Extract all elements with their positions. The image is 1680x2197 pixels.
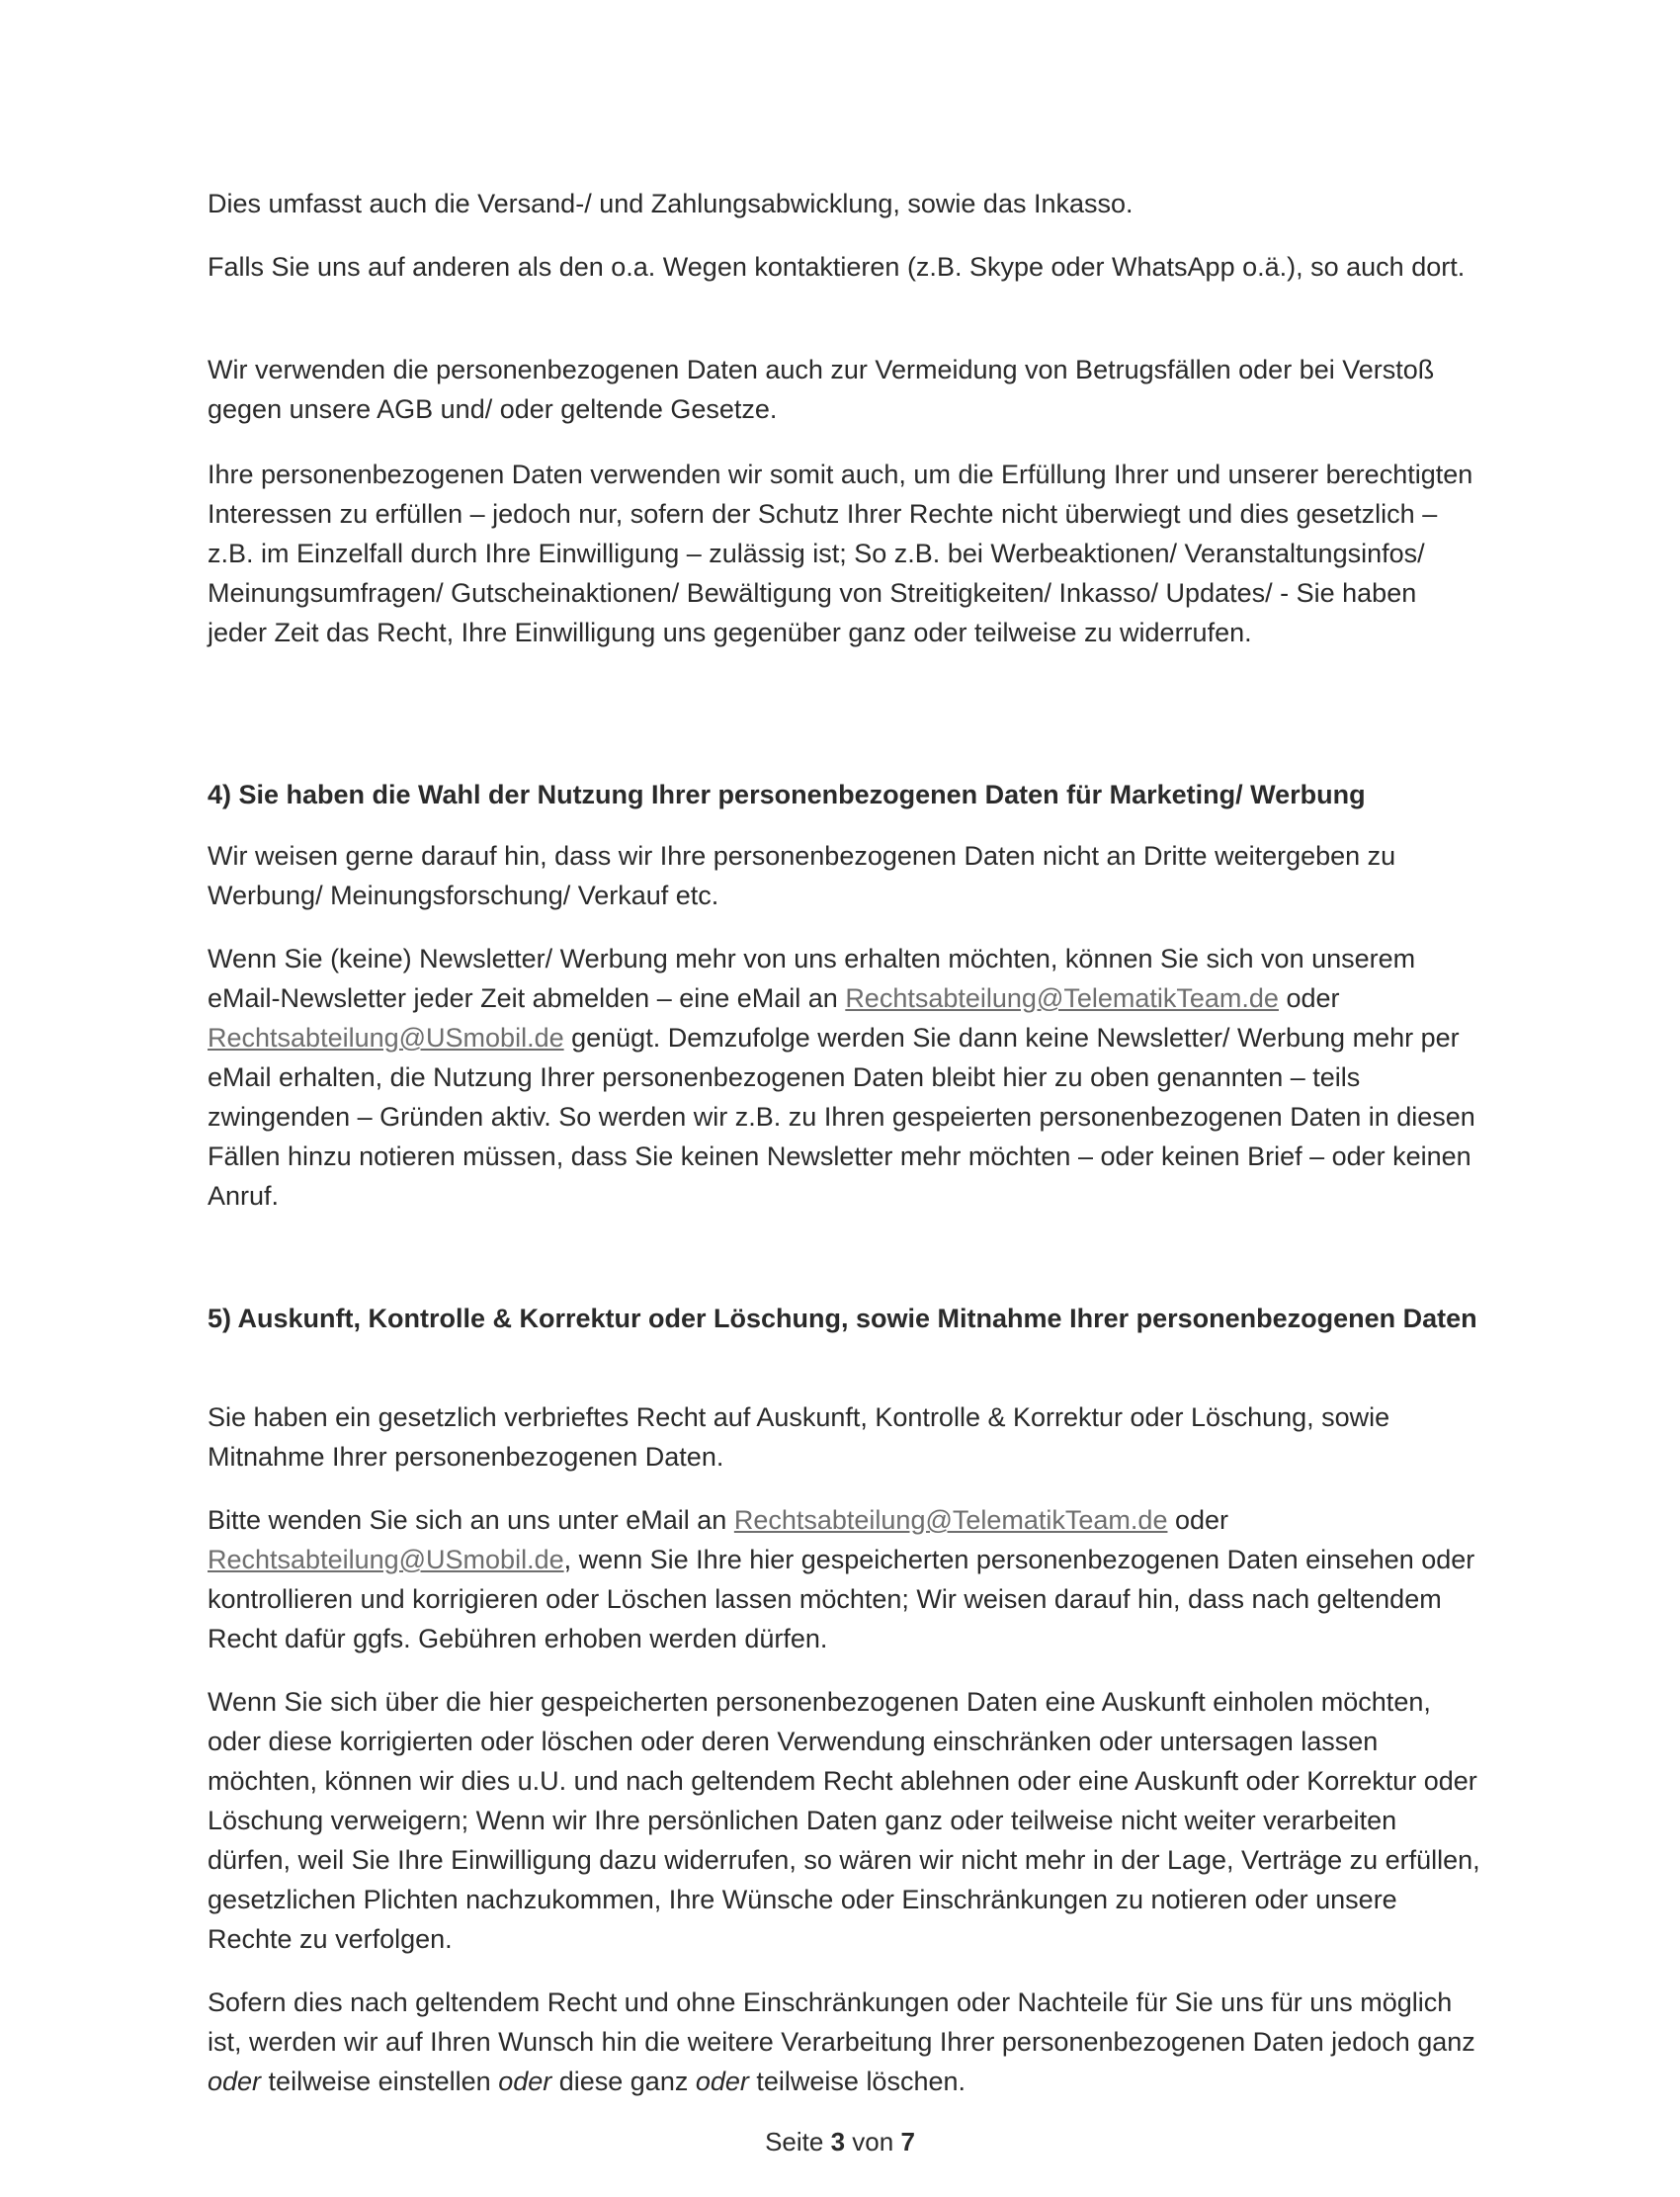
email-link-telematikteam[interactable]: Rechtsabteilung@TelematikTeam.de bbox=[733, 1505, 1168, 1535]
section-4-heading: 4) Sie haben die Wahl der Nutzung Ihrer personenbezogenen Daten für Marketing/ Werbung bbox=[208, 780, 1366, 809]
email-link-usmobil[interactable]: Rechtsabteilung@USmobil.de bbox=[208, 1023, 564, 1053]
paragraph-other-channels: Falls Sie uns auf anderen als den o.a. Wegen kontaktieren (z.B. Skype oder WhatsApp o.ä.), so auch dort. bbox=[208, 252, 1466, 282]
paragraph-processing: Dies umfasst auch die Versand-/ und Zahlungsabwicklung, sowie das Inkasso. bbox=[208, 189, 1134, 218]
emphasis-oder: oder bbox=[695, 2067, 749, 2096]
current-page-number: 3 bbox=[830, 2127, 846, 2156]
section-4-paragraph-2 bbox=[208, 939, 1482, 1216]
section-4-paragraph-2-text-a: Wenn Sie (keine) Newsletter/ Werbung mehr von uns erhalten möchten, können Sie sich von unserem eMail-Newsletter jeder Zeit abmelden – eine eMail an bbox=[208, 944, 1416, 1013]
paragraph-legitimate-interests: Ihre personenbezogenen Daten verwenden wir somit auch, um die Erfüllung Ihrer und unserer berechtigten Interessen zu erfüllen – jedoch nur, sofern der Schutz Ihrer Rechte nicht überwiegt und dies gesetzlich – z.B. im Einzelfall durch Ihre Einwilligung – zulässig ist; So z.B. bei Werbeaktionen/ Veranstaltungsinfos/ Meinungsumfragen/ Gutscheinaktionen/ Bewältigung von Streitigkeiten/ Inkasso/ Updates/ - Sie haben jeder Zeit das Recht, Ihre Einwilligung uns gegenüber ganz oder teilweise zu widerrufen. bbox=[208, 460, 1473, 647]
emphasis-oder: oder bbox=[208, 2067, 262, 2096]
section-4-paragraph-2-text-b: oder bbox=[1278, 983, 1340, 1013]
section-5-heading: 5) Auskunft, Kontrolle & Korrektur oder Löschung, sowie Mitnahme Ihrer personenbezogenen Daten bbox=[208, 1304, 1477, 1333]
section-5-paragraph-3: Wenn Sie sich über die hier gespeicherten personenbezogenen Daten eine Auskunft einholen möchten, oder diese korrigierten oder löschen oder deren Verwendung einschränken oder untersagen lassen möchten, können wir dies u.U. und nach geltendem Recht ablehnen oder eine Auskunft oder Korrektur oder Löschung verweigern; Wenn wir Ihre persönlichen Daten ganz oder teilweise nicht weiter verarbeiten dürfen, weil Sie Ihre Einwilligung dazu widerrufen, so wären wir nicht mehr in der Lage, Verträge zu erfüllen, gesetzlichen Plichten nachzukommen, Ihre Wünsche oder Einschränkungen zu notieren oder unsere Rechte zu verfolgen. bbox=[208, 1687, 1480, 1954]
section-5-paragraph-4-text-b: teilweise einstellen bbox=[261, 2067, 499, 2096]
section-5-paragraph-2 bbox=[208, 1500, 1482, 1658]
email-link-telematikteam[interactable]: Rechtsabteilung@TelematikTeam.de bbox=[845, 983, 1279, 1013]
page-number-prefix: Seite bbox=[765, 2127, 831, 2156]
section-5-paragraph-4-text-c: diese ganz bbox=[551, 2067, 696, 2096]
section-4-paragraph-2-text-c: genügt. Demzufolge werden Sie dann keine Newsletter/ Werbung mehr per eMail erhalten, die Nutzung Ihrer personenbezogenen Daten bleibt hier zu oben genannten – teils zwingenden – Gründen aktiv. So werden wir z.B. zu Ihren gespeierten personenbezogenen Daten in diesen Fällen hinzu notieren müssen, dass Sie keinen Newsletter mehr möchten – oder keinen Brief – oder keinen Anruf. bbox=[208, 1023, 1475, 1211]
section-5-paragraph-2-text-b: oder bbox=[1167, 1505, 1229, 1535]
email-link-usmobil[interactable]: Rechtsabteilung@USmobil.de bbox=[208, 1545, 564, 1574]
page-footer bbox=[0, 2125, 1680, 2158]
paragraph-fraud-prevention: Wir verwenden die personenbezogenen Daten auch zur Vermeidung von Betrugsfällen oder bei Verstoß gegen unsere AGB und/ oder geltende Gesetze. bbox=[208, 355, 1435, 424]
section-5-paragraph-1: Sie haben ein gesetzlich verbrieftes Recht auf Auskunft, Kontrolle & Korrektur oder Löschung, sowie Mitnahme Ihrer personenbezogenen Daten. bbox=[208, 1402, 1390, 1472]
section-5-paragraph-2-text-c: , wenn Sie Ihre hier gespeicherten personenbezogenen Daten einsehen oder kontrollieren und korrigieren oder Löschen lassen möchten; Wir weisen darauf hin, dass nach geltendem Recht dafür ggfs. Gebühren erhoben werden dürfen. bbox=[208, 1545, 1475, 1653]
emphasis-oder: oder bbox=[498, 2067, 552, 2096]
total-page-count: 7 bbox=[900, 2127, 915, 2156]
page-number-middle: von bbox=[845, 2127, 901, 2156]
section-5-paragraph-4-text-a: Sofern dies nach geltendem Recht und ohne Einschränkungen oder Nachteile für Sie uns für uns möglich ist, werden wir auf Ihren Wunsch hin die weitere Verarbeitung Ihrer personenbezogenen Daten jedoch ganz bbox=[208, 1987, 1475, 2057]
section-5-paragraph-4-text-d: teilweise löschen. bbox=[748, 2067, 966, 2096]
section-4-paragraph-1: Wir weisen gerne darauf hin, dass wir Ihre personenbezogenen Daten nicht an Dritte weitergeben zu Werbung/ Meinungsforschung/ Verkauf etc. bbox=[208, 841, 1396, 910]
section-5-paragraph-2-text-a: Bitte wenden Sie sich an uns unter eMail an bbox=[208, 1505, 734, 1535]
section-5-paragraph-4 bbox=[208, 1983, 1482, 2101]
